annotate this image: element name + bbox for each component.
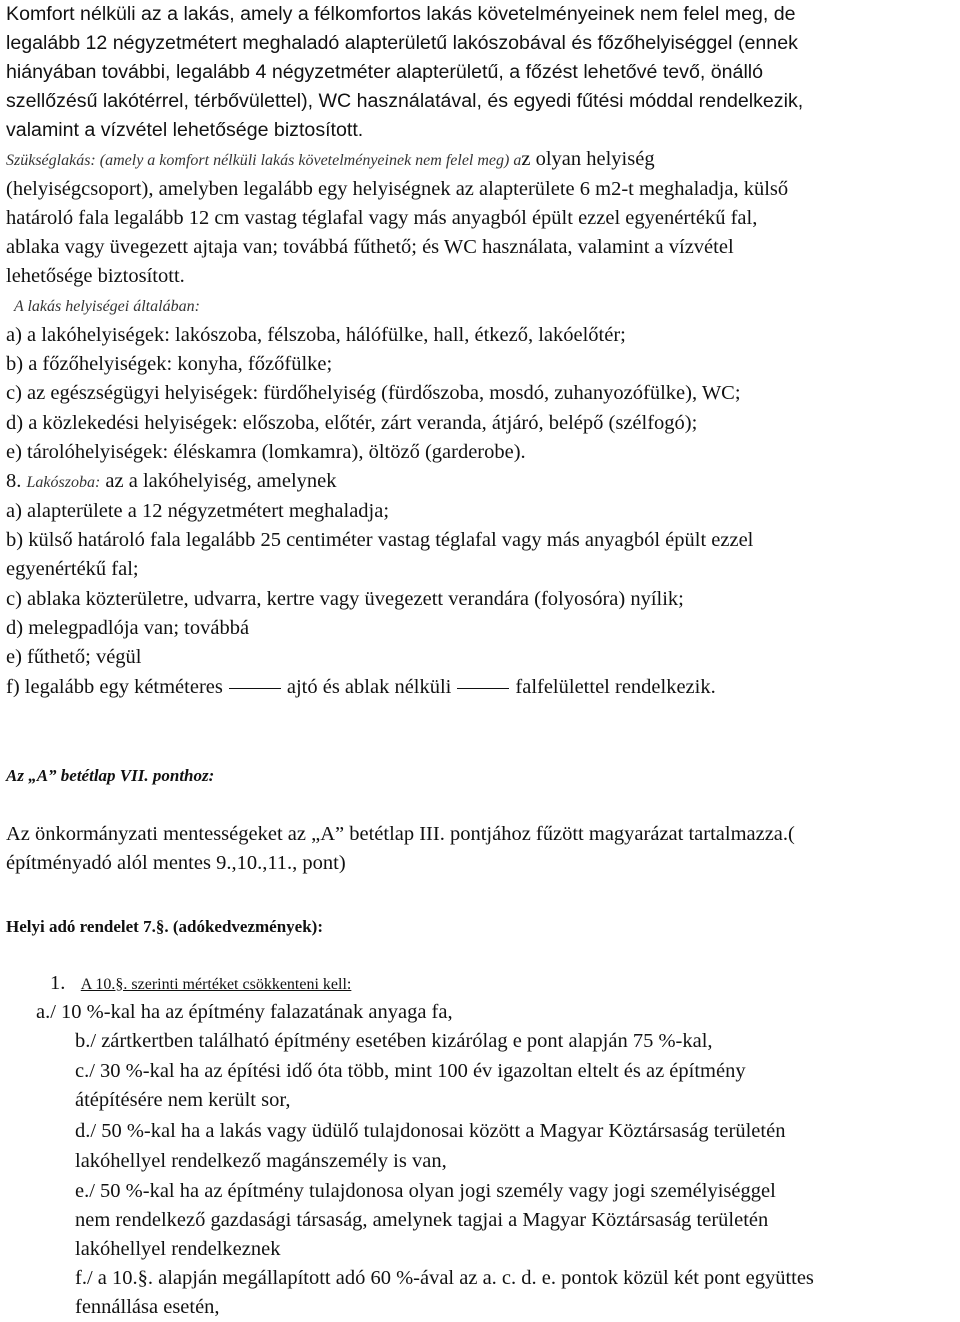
rendelet-item-d: d./ 50 %-kal ha a lakás vagy üdülő tulajdonosai között a Magyar Köztársaság területén: [75, 1120, 786, 1142]
lakoszoba-item-e: e) fűthető; végül: [6, 646, 142, 668]
betetlap-line-1: Az önkormányzati mentességeket az „A” betétlap III. pontjához fűzött magyarázat tartalmazza.(: [6, 823, 795, 845]
rendelet-item-e-cont-2: lakóhellyel rendelkeznek: [75, 1238, 281, 1260]
szukseg-line-1: [6, 145, 655, 175]
lakoszoba-rest: az a lakóhelyiség, amelynek: [105, 470, 337, 492]
rendelet-sub: A 10.§. szerinti mértéket csökkenteni kell:: [80, 976, 352, 993]
komfort-line-5: valamint a vízvétel lehetősége biztosított.: [6, 119, 364, 141]
rendelet-point-1: [50, 969, 351, 999]
komfort-line-2: legalább 12 négyzetmétert meghaladó alapterületű lakószobával és főzőhelyiséggel (ennek: [6, 32, 798, 54]
komfort-line-3: hiányában további, legalább 4 négyzetméter alapterületű, a főzést lehetővé tevő, önálló: [6, 61, 764, 83]
rendelet-num: 1.: [50, 972, 66, 994]
em-dash: [457, 688, 509, 689]
helyiseg-item-a: a) a lakóhelyiségek: lakószoba, félszoba, hálófülke, hall, étkező, lakóelőtér;: [6, 324, 626, 346]
lakoszoba-item-c: c) ablaka közterületre, udvarra, kertre vagy üvegezett verandára (folyosóra) nyílik;: [6, 588, 684, 610]
rendelet-item-b: b./ zártkertben található építmény esetében kizárólag e pont alapján 75 %-kal,: [75, 1030, 713, 1052]
helyiseg-item-b: b) a főzőhelyiségek: konyha, főzőfülke;: [6, 353, 333, 375]
szukseg-line-2: (helyiségcsoport), amelyben legalább egy helyiségnek az alapterülete 6 m2-t meghaladja, külső: [6, 178, 789, 200]
lakoszoba-label: Lakószoba:: [26, 474, 101, 491]
em-dash: [229, 688, 281, 689]
rendelet-item-c-cont: átépítésére nem került sor,: [75, 1089, 291, 1111]
lakoszoba-item-b: b) külső határoló fala legalább 25 centiméter vastag téglafal vagy más anyagból épült ezzel: [6, 529, 754, 551]
szukseg-intro: Szükséglakás: (amely a komfort nélküli lakás követelményeinek nem felel meg) a: [6, 152, 522, 169]
lakoszoba-item-f-b: ajtó és ablak nélküli: [286, 676, 452, 698]
rendelet-item-f-cont: fennállása esetén,: [75, 1296, 220, 1318]
helyiseg-item-d: d) a közlekedési helyiségek: előszoba, előtér, zárt veranda, átjáró, belépő (szélfogó);: [6, 412, 698, 434]
lakoszoba-item-f-c: falfelülettel rendelkezik.: [515, 676, 716, 698]
helyiseg-item-e: e) tárolóhelyiségek: éléskamra (lomkamra), öltöző (garderobe).: [6, 441, 526, 463]
rendelet-heading: Helyi adó rendelet 7.§. (adókedvezmények):: [6, 917, 323, 936]
betetlap-heading: Az „A” betétlap VII. ponthoz:: [6, 766, 215, 785]
lakoszoba-item-a: a) alapterülete a 12 négyzetmétert meghaladja;: [6, 500, 390, 522]
lakoszoba-item-f: [6, 673, 716, 702]
komfort-line-1: Komfort nélküli az a lakás, amely a félkomfortos lakás követelményeinek nem felel meg, de: [6, 3, 796, 25]
helyiseg-item-c: c) az egészségügyi helyiségek: fürdőhelyiség (fürdőszoba, mosdó, zuhanyozófülke), WC;: [6, 382, 741, 404]
rendelet-item-c: c./ 30 %-kal ha az építési idő óta több, mint 100 év igazoltan eltelt és az építmény: [75, 1060, 746, 1082]
rendelet-item-e: e./ 50 %-kal ha az építmény tulajdonosa olyan jogi személy vagy jogi személyiséggel: [75, 1180, 776, 1202]
betetlap-line-2: építményadó alól mentes 9.,10.,11., pont): [6, 852, 346, 874]
rendelet-item-f: f./ a 10.§. alapján megállapított adó 60 %-ával az a. c. d. e. pontok közül két pont együttes: [75, 1267, 814, 1289]
komfort-line-4: szellőzésű lakótérrel, térbővülettel), WC használatával, és egyedi fűtési móddal rendelkezik,: [6, 90, 804, 112]
szukseg-line-3: határoló fala legalább 12 cm vastag téglafal vagy más anyagból épült ezzel egyenértékű fal,: [6, 207, 758, 229]
szukseg-line-5: lehetősége biztosított.: [6, 265, 185, 287]
rendelet-item-d-cont: lakóhellyel rendelkező magánszemély is van,: [75, 1150, 447, 1172]
lakoszoba-item-f-a: f) legalább egy kétméteres: [6, 676, 223, 698]
lakoszoba-item-b-cont: egyenértékű fal;: [6, 558, 139, 580]
rendelet-item-a: a./ 10 %-kal ha az építmény falazatának anyaga fa,: [36, 1001, 453, 1023]
lakoszoba-item-d: d) melegpadlója van; továbbá: [6, 617, 250, 639]
rendelet-item-e-cont: nem rendelkező gazdasági társaság, amelynek tagjai a Magyar Köztársaság területén: [75, 1209, 769, 1231]
lakoszoba-heading: [6, 467, 337, 497]
lakoszoba-number: 8.: [6, 470, 22, 492]
szukseg-line-4: ablaka vagy üvegezett ajtaja van; továbbá fűthető; és WC használata, valamint a vízvétel: [6, 236, 734, 258]
szukseg-line-1-rest: z olyan helyiség: [521, 148, 655, 170]
helyisegek-heading: A lakás helyiségei általában:: [14, 298, 200, 315]
